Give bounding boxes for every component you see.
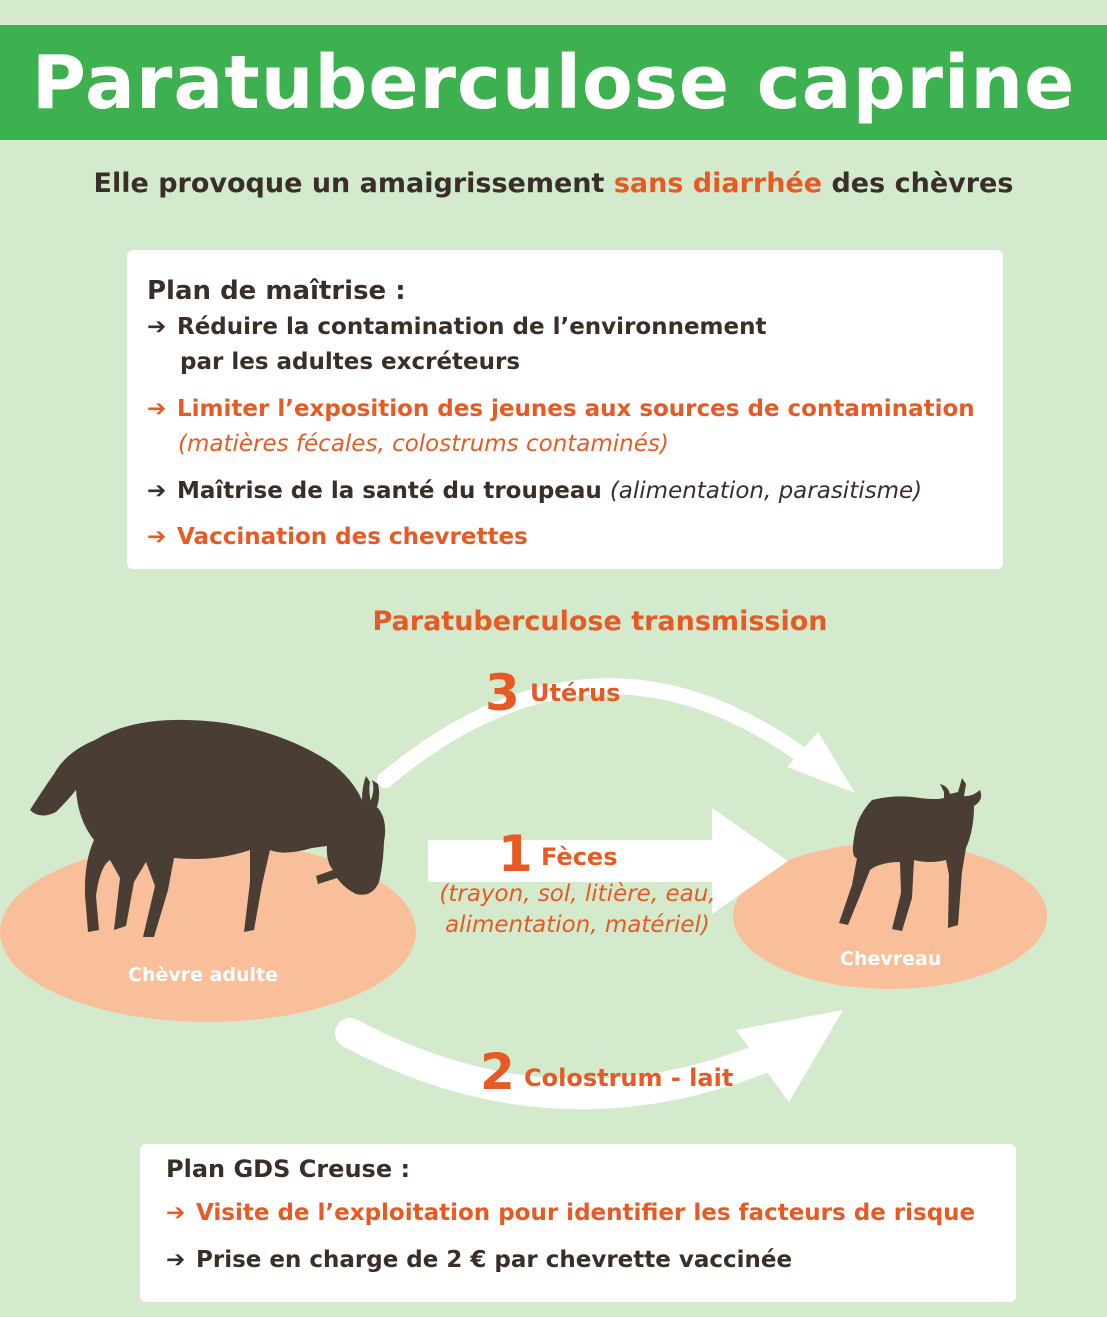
arrow-right-icon: ➔ [147,478,167,504]
arrow-right-icon: ➔ [147,396,167,422]
subtitle-text: Elle provoque un amaigrissement [93,168,614,199]
route-1-detail [420,879,735,941]
gds-plan-card [140,1144,1016,1302]
adult-goat-label: Chèvre adulte [128,964,279,986]
control-plan-item-4 [147,524,528,550]
arrow-right-icon: ➔ [166,1247,186,1273]
control-plan-item-1 [147,314,767,340]
subtitle-highlight: sans diarrhée [613,168,823,199]
control-plan-heading: Plan de maîtrise : [147,276,406,306]
gds-plan-item-text: Prise en charge de 2 € par chevrette vaccinée [196,1247,793,1273]
route-1-label: Fèces [541,843,618,871]
route-2-number: 2 [480,1043,515,1101]
control-plan-card [127,250,1003,569]
control-plan-item-text: Maîtrise de la santé du troupeau [177,478,602,504]
control-plan-item-text: Vaccination des chevrettes [177,524,528,550]
subtitle-text-end: des chèvres [822,168,1014,199]
route-1-number: 1 [498,825,533,883]
gds-plan-heading: Plan GDS Creuse : [166,1155,411,1183]
uterus-arrowhead-icon [787,732,855,793]
transmission-title: Paratuberculose transmission [372,606,828,637]
arrow-right-icon: ➔ [147,524,167,550]
page-title: Paratuberculose caprine [31,39,1076,126]
kid-goat-label: Chevreau [840,948,942,970]
route-1-detail-line1: (trayon, sol, litière, eau, [439,881,716,907]
control-plan-item-1-line2: par les adultes excréteurs [180,349,521,375]
gds-plan-item-2 [166,1247,792,1273]
route-2-label: Colostrum - lait [524,1064,734,1092]
route-1-detail-line2: alimentation, matériel) [445,912,710,938]
control-plan-item-2-detail: (matières fécales, colostrums contaminés) [178,431,669,457]
arrow-right-icon: ➔ [147,314,167,340]
control-plan-item-detail: (alimentation, parasitisme) [609,478,923,504]
arrow-right-icon: ➔ [166,1200,186,1226]
route-3-number: 3 [485,664,520,722]
control-plan-item-2 [147,396,975,422]
title-banner [0,25,1107,140]
gds-plan-item-1 [166,1200,975,1226]
subtitle [0,168,1107,199]
control-plan-item-3 [147,478,922,504]
route-3-label: Utérus [530,679,621,707]
control-plan-item-text: Limiter l’exposition des jeunes aux sources de contamination [177,396,975,422]
gds-plan-item-text: Visite de l’exploitation pour identifier les facteurs de risque [196,1200,976,1226]
control-plan-item-text: Réduire la contamination de l’environnement [177,314,767,340]
